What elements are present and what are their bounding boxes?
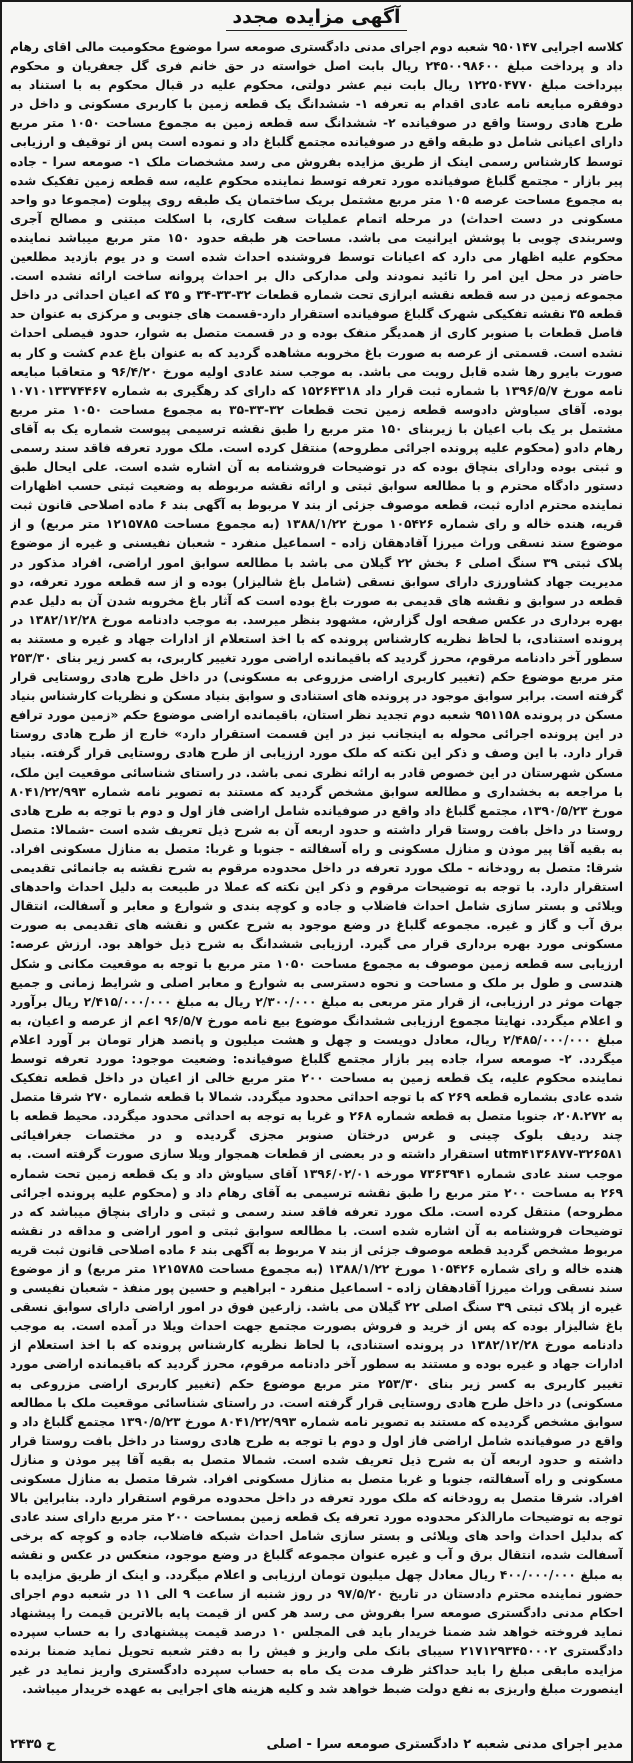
title-wrap bbox=[2, 2, 631, 36]
notice-body: کلاسه اجرایی ۹۵۰۱۴۷ شعبه دوم اجرای مدنی دادگستری صومعه سرا موضوع محکومیت مالی اقای رهام داد و پرداخت مبلغ ۲۴۵۰۰۹۸۶۰۰ ریال بابت اصل خواسته در حق خانم فری گل جعفریان و محکوم بپرداخت مبلغ ۱۲۲۵۰۴۷۷۰ ریال بابت نیم عشر دولتی، محکوم علیه در قبال محکوم به با استناد به دوفقره مبایعه نامه عادی اقدام به تعرفه ۱- ششدانگ یک قطعه زمین با کاربری مسکونی و داخل در طرح هادی روستا واقع در صوفیانده ۲- ششدانگ سه قطعه زمین به مجموع مساحت ۱۰۵۰ متر مربع دارای اعیانی شامل دو طبقه واقع در صوفیانده مجتمع گلباغ داد و نموده است پس از توقیف و ارزیابی توسط کارشناس رسمی اینک از طریق مزایده بفروش می رسد مشخصات ملک ۱- صومعه سرا - جاده پیر بازار - مجتمع گلباغ صوفیانده مورد تعرفه توسط نماینده محکوم علیه، سه قطعه زمین تفکیک شده به مجموع مساحت عرصه ۱۰۵ متر مربع مشتمل بریک ساختمان یک طبقه روی پیلوت (مجموعا دو واحد مسکونی در دست احداث) در مرحله اتمام عملیات سفت کاری، با اسکلت مبتنی و مصالح آجری وسربندی چوبی با پوشش ایرانیت می باشد. مساحت هر طبقه حدود ۱۵۰ متر مربع میباشد نماینده محکوم علیه اظهار می دارد که اعیانات توسط فروشنده احداث شده است و در یوم بازدید مطلعین حاضر در محل این امر را تائید نمودند ولی مدارکی دال بر احداث پروانه ساخت ارائه نشده است. مجموعه زمین در سه قطعه نقشه ابرازی تحت شماره قطعات ۳۲-۳۳-۳۴ و ۳۵ که اعیان احداثی در داخل قطعه ۳۵ نقشه تفکیکی شهرک گلباغ صوفیانده استقرار دارد-قسمت های جنوبی و مرکزی به عنوان حد فاصل قطعات با صنوبر کاری از همدیگر منفک بوده و در قسمت متصل به شوار، حدود فیصلی احداث نشده است. قسمتی از عرصه به صورت باغ مخروبه مشاهده گردید که به عنوان باغ عدم کشت و کار به صورت بایرو رها شده قابل رویت می باشد. به موجب سند عادی اولیه مورخ ۹۶/۴/۲۰ و متعاقبا مبایعه نامه مورخ ۱۳۹۶/۵/۷ با شماره ثبت قرار داد ۱۵۲۶۴۳۱۸ که دارای کد رهگیری به شماره ۱۰۷۱۰۱۳۳۷۴۴۶۷ بوده. آقای سیاوش دادوسه قطعه زمین تحت قطعات ۳۲-۳۳-۳۵ به مجموع مساحت ۱۰۵۰ متر مربع مشتمل بر یک باب اعیان با زیربنای ۱۵۰ متر مربع را طبق نقشه ترسیمی پیوست شماره یک به آقای رهام دادو (محکوم علیه پرونده اجرائی مطروحه) منتقل کرده است. ملک مورد تعرفه فاقد سند رسمی و ثبتی بوده ودارای بنچاق بوده که در توضیحات فروشنامه به آن اشاره شده است. علی ایحال طبق دستور دادگاه محترم و با مطالعه سوابق ثبتی و ارائه نقشه مربوطه به وضعیت ثبتی حسب اظهارات نماینده محترم اداره ثبت، قطعه موصوف جزئی از بند ۷ مربوط به آگهی بند ۶ ماده اصلاحی قانون ثبت قریه، هنده خاله و رای شماره ۱۰۵۴۲۶ مورخ ۱۳۸۸/۱/۲۲ (به مجموع مساحت ۱۲۱۵۷۸۵ متر مربع) و از موضوع سند نسقی وراث میرزا آقادهقان زاده - اسماعیل منفرد - شعبان نفیسنی و غیره از موضوع پلاک ثبتی ۳۹ سنگ اصلی ۶ بخش ۲۲ گیلان می باشد با مطالعه سوابق امور اراضی، افراد مذکور در مدیریت جهاد کشاورزی دارای سوابق نسقی (شامل باغ شالیزار) بوده و از سه قطعه مورد تعرفه، دو قطعه در سوابق و نقشه های قدیمی به صورت باغ بوده است که آثار باغ مخروبه شدن آن به دلیل عدم بهره برداری در عکس صفحه اول گزارش، مشهود بنظر میرسد. به موجب دادنامه مورخ ۱۳۸۲/۱۲/۲۸ در پرونده استنادی، با لحاظ نظریه کارشناس پرونده که با اخذ استعلام از ادارات جهاد و غیره و مستند به سطور آخر دادنامه مرقوم، محرز گردید که باقیمانده اراضی مورد تغییر کاربری، به کسر زیر بنای ۲۵۳/۳۰ متر مربع موضوع حکم (تغییر کاربری اراضی مزروعی به مسکونی) در داخل طرح هادی روستایی قرار گرفته است. برابر سوابق موجود در پرونده های استنادی و سوابق بنیاد مسکن و نظریات کارشناس بنیاد مسکن در پرونده ۹۵۱۱۵۸ شعبه دوم تجدید نظر استان، باقیمانده اراضی موضوع حکم «زمین مورد ترافع در این پرونده اجرائی محوله به اینجانب نیز در این قسمت استقرار دارد» خارج از طرح هادی روستا قرار دارد. با این وصف و ذکر این نکته که ملک مورد ارزیابی از طرح هادی روستایی قرار گرفته. بنیاد مسکن شهرستان در این خصوص قادر به ارائه نظری نمی باشد. در راستای شناسائی موقعیت این ملک، با مراجعه به بخشداری و مطالعه سوابق مشخص گردید که مستند به تصویر نامه شماره ۸۰۴۱/۲۲/۹۹۳ مورخ ۱۳۹۰/۵/۲۳، مجتمع گلباغ داد واقع در صوفیانده شامل اراضی فاز اول و دوم با توجه به طرح هادی روستا در داخل بافت روستا قرار داشته و حدود اربعه آن به شرح ذیل تعریف شده است -شمالا: متصل به بقیه آقا پیر موذن و منازل مسکونی و راه آسفالته - جنوبا و غربا: متصل به منازل مسکونی افراد. شرقا: متصل به رودخانه - ملک مورد تعرفه در داخل محدوده مرقوم به شرح نقشه به جانمائی تقدیمی استقرار دارد. با توجه به توضیحات مرقوم و ذکر این نکته که عملا در طبیعت به دلیل احداث واحدهای ویلائی و بستر سازی شامل احداث فاضلاب و جاده و کوچه بندی و شوارع و معابر و آسفالت، انتقال برق آب و گاز و غیره. مجموعه گلباغ در وضع موجود به شرح عکس و نقشه های تقدیمی به صورت مسکونی مورد بهره برداری قرار می گیرد. ارزیابی ششدانگ به شرح ذیل خواهد بود. ارزش عرصه: ارزیابی سه قطعه زمین موصوف به مجموع مساحت ۱۰۵۰ متر مربع با توجه به موقعیت مکانی و شکل هندسی و طول بر ملک و مساحت و نحوه دسترسی به شوارع و معابر اصلی و شرایط زمانی و جمیع جهات موثر در ارزیابی، از قرار متر مربعی به مبلغ ۲/۳۰۰/۰۰۰ ریال به مبلغ ۲/۴۱۵/۰۰۰/۰۰۰ ریال برآورد و اعلام میگردد. نهایتا مجموع ارزیابی ششدانگ موضوع بیع نامه مورخ ۹۶/۵/۷ اعم از عرصه و اعیان، به مبلغ ۲/۴۸۵/۰۰۰/۰۰۰ ریال، معادل دویست و چهل و هشت میلیون و پانصد هزار تومان بر آورد اعلام میگردد. ۲- صومعه سرا، جاده پیر بازار مجتمع گلباغ صوفیانده: وضعیت موجود: مورد تعرفه توسط نماینده محکوم علیه، یک قطعه زمین به مساحت ۲۰۰ متر مربع خالی از اعیان در داخل قطعه تفکیک شده عادی بشماره قطعه ۲۶۹ که با توجه احداثی محدود میگردد. شمالا با قطعه شماره ۲۷۰ شرقا متصل به ۲۰۸.۲۷۲، جنوبا متصل به قطعه شماره ۲۶۸ و غربا به توجه به احداثی محدود میگردد. محیط قطعه با چند ردیف بلوک چینی و غرس درختان صنوبر مجزی گردیده و در مختصات جغرافیائی utm۴۱۳۶۸۷۷-۳۲۶۵۸۱ استقرار داشته و در بعضی از قطعات همجوار ویلا سازی صورت گرفته است. به موجب سند عادی شماره ۷۳۶۳۹۴۱ مورخه ۱۳۹۶/۰۲/۰۱ آقای سیاوش داد و یک قطعه زمین تحت شماره ۲۶۹ به مساحت ۲۰۰ متر مربع را طبق نقشه ترسیمی به آقای رهام داد و (محکوم علیه پرونده اجرائی مطروحه) منتقل کرده است. ملک مورد تعرفه فاقد سند رسمی و ثبتی و دارای بنچاق میباشد که در توضیحات فروشنامه به آن اشاره شده است. با مطالعه سوابق ثبتی و امور اراضی و مداقه در نقشه مربوط مشخص گردید قطعه موصوف جزئی از بند ۷ مربوط به آگهی بند ۶ ماده اصلاحی قانون ثبت قریه هنده خاله و رای شماره ۱۰۵۴۲۶ مورخ ۱۳۸۸/۱/۲۲ (به مجموع مساحت ۱۲۱۵۷۸۵ متر مربع) و از موضوع سند نسقی وراث میرزا آقادهقان زاده - اسماعیل منفرد - ابراهیم و حسین پور منفذ - شعبان نفیسی و غیره از پلاک ثبتی ۳۹ سنگ اصلی ۲۲ گیلان می باشد. زارعین فوق در امور اراضی دارای سوابق نسقی باغ شالیزار بوده که پس از خرید و فروش بصورت مجتمع جهت احداث ویلا در آمده است. به موجب دادنامه مورخ ۱۳۸۲/۱۲/۲۸ در پرونده استنادی، با لحاظ نظریه کارشناس پرونده که با اخذ استعلام از ادارات جهاد و غیره بوده و مستند به سطور آخر دادنامه مرقوم، محرز گردید که باقیمانده اراضی مورد تغییر کاربری به کسر زیر بنای ۲۵۳/۳۰ متر مربع موضوع حکم (تغییر کاربری اراضی مزروعی به مسکونی) در داخل طرح هادی روستایی قرار گرفته است. در راستای شناسائی موقعیت ملک با مطالعه سوابق مشخص گردیده که مستند به تصویر نامه شماره ۸۰۴۱/۲۲/۹۹۳ مورخ ۱۳۹۰/۵/۲۳ مجتمع گلباغ داد و واقع در صوفیانده شامل اراضی فاز اول و دوم با توجه به طرح هادی روستا در داخل بافت روستا قرار داشته و حدود اربعه آن به شرح ذیل تعریف شده است. شمالا متصل به بقیه آقا پیر موذن و منازل مسکونی و راه آسفالته، جنوبا و غربا متصل به منازل مسکونی افراد. شرقا متصل به منازل مسکونی افراد. شرقا متصل به رودخانه که ملک مورد تعرفه در داخل محدوده مرقوم استقرار دارد. بنابراین بالا توجه به توضیحات مارالذکر محدوده مورد تعرفه یک قطعه زمین بمساحت ۲۰۰ متر مربع دارای سند عادی که بدلیل احداث واحد های ویلائی و بستر سازی شامل احداث شبکه فاضلاب، جاده و کوچه که برخی آسفالت شده، انتقال برق و آب و غیره عنوان مجموعه گلباغ در وضع موجود، منعکس در عکس و نقشه به مبلغ ۴۰۰/۰۰۰/۰۰۰ ریال معادل چهل میلیون تومان ارزیابی و اعلام میگردد. و اینک از طریق مزایده با حضور نماینده محترم دادستان در تاریخ ۹۷/۵/۲۰ در روز شنبه از ساعت ۹ الی ۱۱ در شعبه دوم اجرای احکام مدنی دادگستری صومعه سرا بفروش می رسد هر کس از قیمت پایه بالاترین قیمت را پیشنهاد نماید فروخته خواهد شد ضمنا خریدار باید فی المجلس ۱۰ درصد قیمت پیشنهادی را به حساب سپرده دادگستری ۲۱۷۱۲۹۳۴۵۰۰۰۲ سیبای بانک ملی واریز و فیش را به دفتر شعبه تحویل نماید ضمنا برنده مزایده مابقی مبلغ را باید حداکثر ظرف مدت یک ماه به حساب سپرده دادگستری واریز نماید در غیر اینصورت مبلغ واریزی به نفع دولت ضبط خواهد شد و کلیه هزینه های اجرایی به عهده خریدار میباشد. bbox=[10, 40, 623, 1697]
notice-code: ح ۲۴۳۵ bbox=[10, 1736, 56, 1752]
notice-signature: مدیر اجرای مدنی شعبه ۲ دادگستری صومعه سرا - اصلی bbox=[266, 1736, 623, 1752]
notice-footer bbox=[10, 1733, 623, 1755]
notice-title: آگهی مزایده مجدد bbox=[226, 6, 406, 31]
